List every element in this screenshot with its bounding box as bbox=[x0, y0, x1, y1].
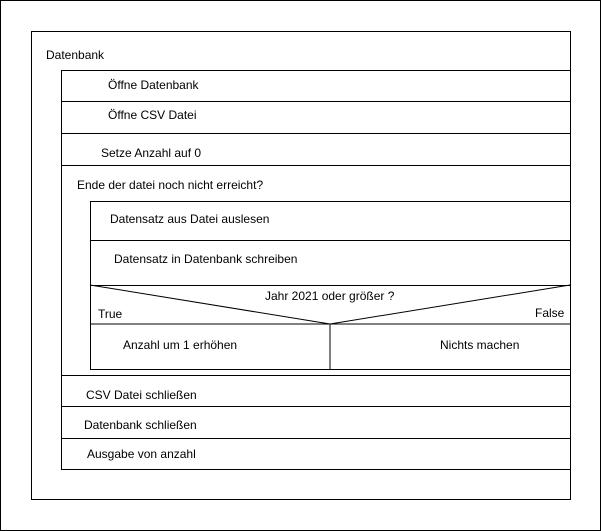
step-set-count-label: Setze Anzahl auf 0 bbox=[101, 146, 202, 160]
step-open-database-label: Öffne Datenbank bbox=[108, 78, 199, 92]
true-branch-action: Anzahl um 1 erhöhen bbox=[123, 338, 238, 352]
false-branch-action: Nichts machen bbox=[440, 338, 520, 352]
step-close-csv-label: CSV Datei schließen bbox=[86, 388, 197, 402]
loop-condition-label: Ende der datei noch nicht erreicht? bbox=[77, 178, 264, 192]
step-write-record-label: Datensatz in Datenbank schreiben bbox=[114, 252, 298, 266]
step-open-csv-label: Öffne CSV Datei bbox=[108, 108, 197, 122]
step-output-label: Ausgabe von anzahl bbox=[87, 447, 196, 461]
decision-true-label: True bbox=[98, 307, 123, 321]
decision-condition-label: Jahr 2021 oder größer ? bbox=[265, 289, 395, 303]
step-close-database-label: Datenbank schließen bbox=[84, 418, 197, 432]
step-read-record-label: Datensatz aus Datei auslesen bbox=[110, 212, 270, 226]
decision-false-label: False bbox=[535, 306, 565, 320]
structogram-title: Datenbank bbox=[46, 48, 105, 62]
